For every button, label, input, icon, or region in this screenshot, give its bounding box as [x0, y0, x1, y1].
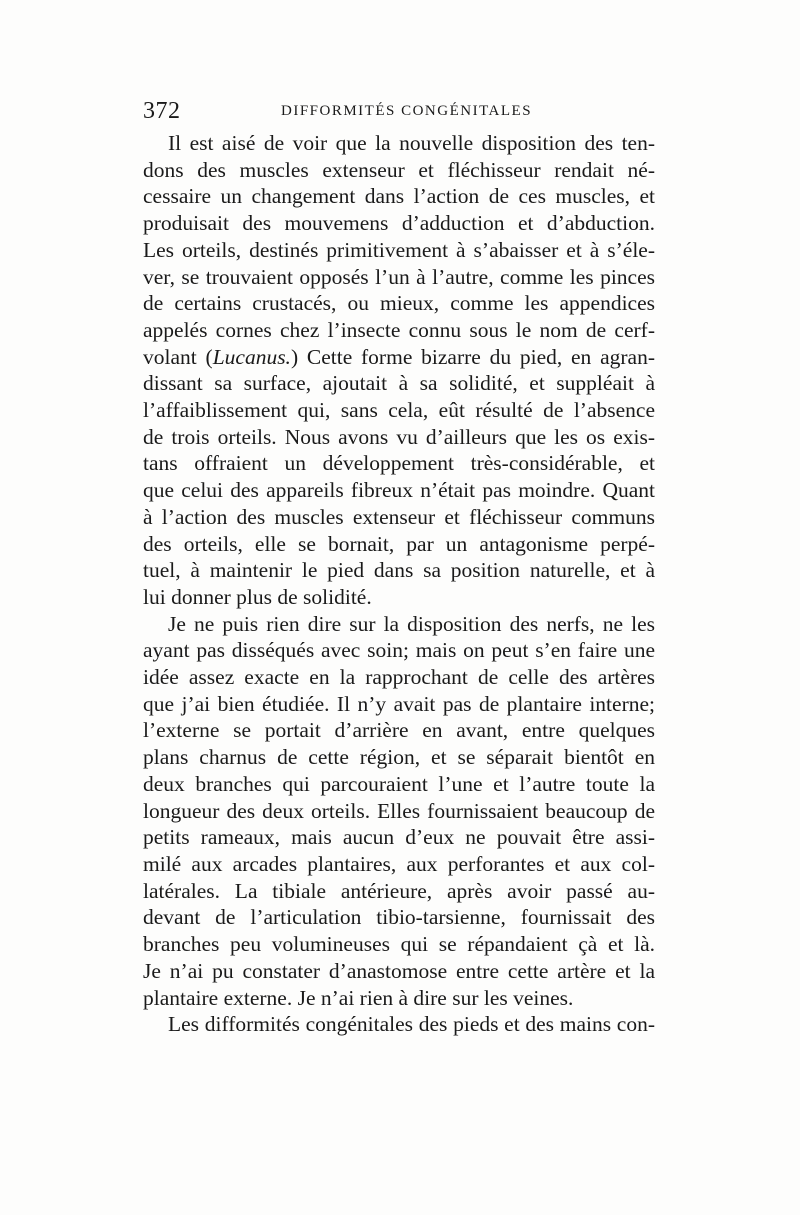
text-line: Les difformités congénitales des pieds et des mains con-: [168, 1012, 655, 1037]
text-line: Il est aisé de voir que la nouvelle disposition des ten-: [168, 131, 655, 155]
text-line: appelés cornes chez l’insecte connu sous le nom de cerf-: [143, 317, 655, 342]
text-fragment: ) Cette forme bizarre du pied, en agran-: [290, 344, 655, 369]
page-number: 372: [143, 98, 181, 124]
text-line: latérales. La tibiale antérieure, après avoir passé au-: [143, 878, 655, 903]
text-line: branches peu volumineuses qui se répandaient çà et là.: [143, 932, 655, 957]
text-line: dissant sa surface, ajoutait à sa solidité, et suppléait à: [143, 371, 655, 396]
text-fragment: volant (: [143, 344, 213, 369]
italic-term: Lucanus.: [212, 344, 291, 369]
paragraph-3: [143, 1011, 655, 1038]
text-line: ver, se trouvaient opposés l’un à l’autre, comme les pinces: [143, 264, 655, 289]
text-line: ayant pas disséqués avec soin; mais on peut s’en faire une: [143, 638, 655, 663]
paragraph-2: [143, 611, 655, 1012]
text-line: idée assez exacte en la rapprochant de celle des artères: [143, 665, 655, 690]
text-line: Les orteils, destinés primitivement à s’abaisser et à s’éle-: [143, 237, 655, 262]
text-line: petits rameaux, mais aucun d’eux ne pouvait être assi-: [143, 825, 655, 850]
running-head: [143, 96, 655, 126]
text-line: de certains crustacés, ou mieux, comme les appendices: [143, 291, 655, 316]
text-line: de trois orteils. Nous avons vu d’ailleurs que les os exis-: [143, 424, 655, 449]
body-text: [143, 130, 655, 1038]
text-line: cessaire un changement dans l’action de ces muscles, et: [143, 184, 655, 209]
text-line: lui donner plus de solidité.: [143, 584, 372, 609]
text-line: produisait des mouvemens d’adduction et d’abduction.: [143, 211, 655, 236]
text-line: à l’action des muscles extenseur et fléchisseur communs: [143, 504, 655, 529]
text-line: plans charnus de cette région, et se séparait bientôt en: [143, 745, 655, 770]
text-line: que j’ai bien étudiée. Il n’y avait pas de plantaire interne;: [143, 691, 655, 716]
text-line: tans offraient un développement très-considérable, et: [143, 451, 655, 476]
text-line: tuel, à maintenir le pied dans sa position naturelle, et à: [143, 558, 655, 583]
text-line: l’externe se portait d’arrière en avant, entre quelques: [143, 718, 655, 743]
paragraph-1: [143, 130, 655, 611]
text-line: l’affaiblissement qui, sans cela, eût résulté de l’absence: [143, 398, 655, 423]
text-line: plantaire externe. Je n’ai rien à dire sur les veines.: [143, 985, 574, 1010]
running-title: DIFFORMITÉS CONGÉNITALES: [281, 103, 533, 119]
text-line-with-italic: [143, 344, 655, 371]
text-line: des orteils, elle se bornait, par un antagonisme perpé-: [143, 531, 655, 556]
text-line: deux branches qui parcouraient l’une et l’autre toute la: [143, 771, 655, 796]
text-line: longueur des deux orteils. Elles fournissaient beaucoup de: [143, 798, 655, 823]
text-line: dons des muscles extenseur et fléchisseur rendait né-: [143, 157, 655, 182]
text-line: milé aux arcades plantaires, aux perforantes et aux col-: [143, 851, 655, 876]
text-line: que celui des appareils fibreux n’était pas moindre. Quant: [143, 478, 655, 503]
text-line: Je ne puis rien dire sur la disposition des nerfs, ne les: [168, 611, 655, 636]
text-line: Je n’ai pu constater d’anastomose entre cette artère et la: [143, 958, 655, 983]
text-line: devant de l’articulation tibio-tarsienne, fournissait des: [143, 905, 655, 930]
